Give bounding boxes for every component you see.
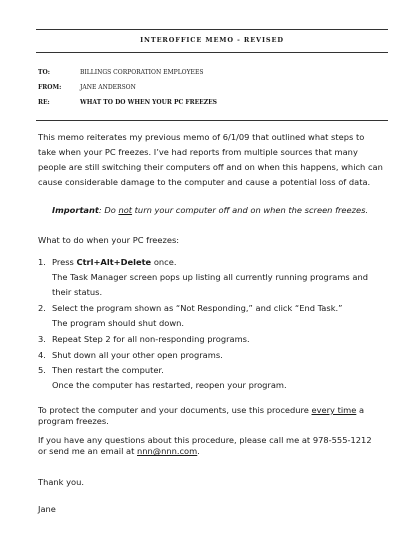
questions-line: If you have any questions about this procedure, please call me at 978-555-1212 <box>38 435 372 445</box>
closing: Thank you. <box>38 477 84 487</box>
title-rule <box>36 52 388 53</box>
questions-paragraph <box>38 435 390 457</box>
questions-line: or send me an email at <box>38 446 138 456</box>
step-number: 4. <box>38 350 46 360</box>
step-number: 2. <box>38 303 46 313</box>
protect-text-line2: program freezes. <box>38 416 109 426</box>
step-detail: The Task Manager screen pops up listing all currently running programs and <box>52 272 368 282</box>
step-text: Select the program shown as “Not Responding,” and click “End Task.” <box>52 303 343 313</box>
step-number: 5. <box>38 365 46 375</box>
email-link[interactable]: nnn@nnn.com <box>137 446 198 456</box>
steps-intro: What to do when your PC freezes: <box>38 235 180 245</box>
step-text <box>52 257 176 267</box>
step-detail: Once the computer has restarted, reopen your program. <box>52 380 287 390</box>
important-post: turn your computer off and on when the screen freezes. <box>132 205 369 215</box>
important-not: not <box>118 205 133 215</box>
step-text: Repeat Step 2 for all non-responding programs. <box>52 334 250 344</box>
step-text-post: once. <box>151 257 177 267</box>
header-rule <box>36 120 388 121</box>
paragraph-line: cause considerable damage to the computer and cause a potential loss of data. <box>38 177 371 187</box>
step-number: 3. <box>38 334 46 344</box>
paragraph-line: people are still switching their computers off and on when this happens, which can <box>38 162 383 172</box>
re-label: RE: <box>38 99 50 106</box>
step-number: 1. <box>38 257 46 267</box>
paragraph-line: take when your PC freezes. I’ve had reports from multiple sources that many <box>38 147 358 157</box>
signature: Jane <box>38 504 56 514</box>
paragraph-line: This memo reiterates my previous memo of 6/1/09 that outlined what steps to <box>38 132 365 142</box>
from-value: JANE ANDERSON <box>80 84 136 91</box>
top-rule <box>36 29 388 30</box>
questions-line-end: . <box>197 446 200 456</box>
important-pre: : Do <box>98 205 119 215</box>
to-value: BILLINGS CORPORATION EMPLOYEES <box>80 69 204 76</box>
step-text: Then restart the computer. <box>52 365 164 375</box>
important-label: Important <box>52 205 99 215</box>
keyboard-shortcut: Ctrl+Alt+Delete <box>76 257 152 267</box>
intro-paragraph <box>38 130 390 190</box>
important-note <box>52 205 368 215</box>
protect-text: To protect the computer and your documents, use this procedure <box>38 405 312 415</box>
step-detail: The program should shut down. <box>52 318 185 328</box>
step-text: Shut down all your other open programs. <box>52 350 223 360</box>
protect-emphasis: every time <box>311 405 357 415</box>
memo-title: INTEROFFICE MEMO - REVISED <box>140 36 284 44</box>
from-label: FROM: <box>38 84 62 91</box>
re-value: WHAT TO DO WHEN YOUR PC FREEZES <box>80 99 218 106</box>
to-label: TO: <box>38 69 50 76</box>
protect-paragraph <box>38 405 390 427</box>
step-detail: their status. <box>52 287 103 297</box>
step-text-pre: Press <box>52 257 77 267</box>
protect-text-end: a <box>356 405 365 415</box>
